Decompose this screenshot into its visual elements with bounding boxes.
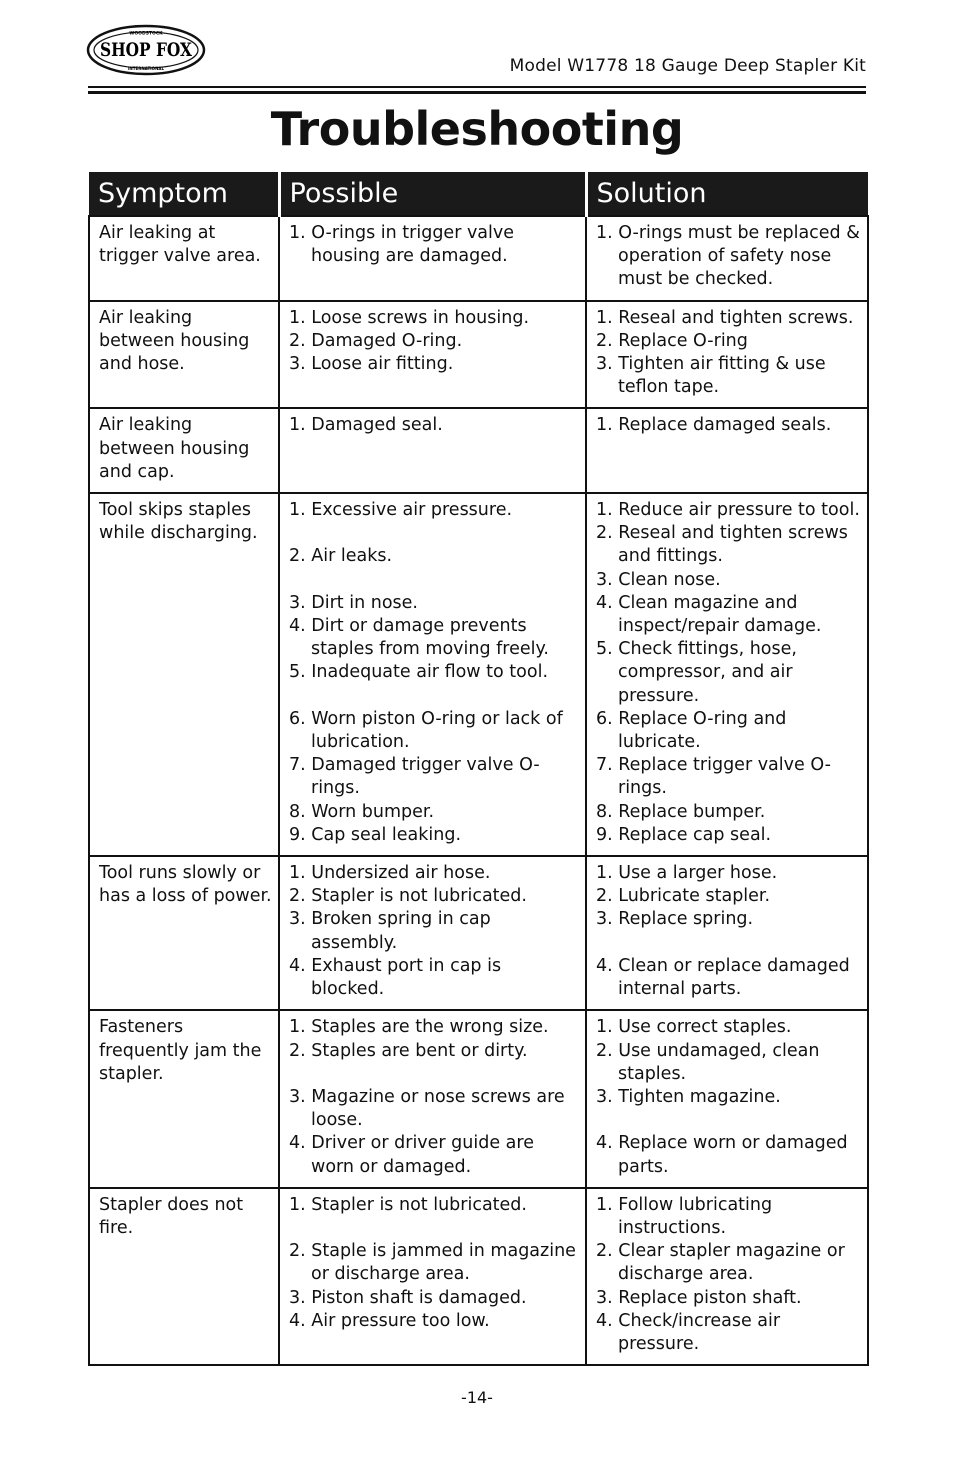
cause-item: 8. Worn bumper. <box>289 801 435 822</box>
solution-cell <box>586 408 868 493</box>
logo-top-text: WOODSTOCK <box>129 31 163 37</box>
cause-item: 3. Loose air fitting. <box>289 354 454 375</box>
solution-cell <box>586 216 868 301</box>
solution-item: 1. Reseal and tighten screws. <box>596 307 854 328</box>
header-solution: Solution <box>586 172 868 216</box>
cause-item: 2. Stapler is not lubricated. <box>289 886 527 907</box>
solution-item: 1. Use a larger hose. <box>596 863 778 884</box>
solution-cell <box>586 856 868 1010</box>
cause-item: 7. Damaged trigger valve O-rings. <box>289 755 540 799</box>
logo-bottom-text: INTERNATIONAL <box>127 66 165 71</box>
model-name: Model W1778 18 Gauge Deep Stapler Kit <box>509 56 866 76</box>
header-rule-thick <box>88 91 866 94</box>
logo-text: SHOP FOX <box>100 39 193 61</box>
solution-item: 1. Use correct staples. <box>596 1017 792 1038</box>
solution-list <box>596 222 861 292</box>
solution-list <box>596 307 861 400</box>
cause-item: 1. Undersized air hose. <box>289 863 491 884</box>
cause-item: 3. Dirt in nose. <box>289 592 418 613</box>
cause-item: 1. Excessive air pressure. <box>289 500 513 521</box>
cause-list <box>289 414 579 437</box>
page-title: Troubleshooting <box>270 102 684 156</box>
cause-cell <box>279 408 586 493</box>
solution-item: 2. Replace O-ring <box>596 330 748 351</box>
table-row <box>89 408 868 493</box>
solution-item: 6. Replace O-ring and lubricate. <box>596 708 787 753</box>
table-row <box>89 301 868 409</box>
solution-list <box>596 1016 861 1178</box>
solution-item: 8. Replace bumper. <box>596 801 766 822</box>
cause-item: 2. Air leaks. <box>289 546 393 567</box>
page-number: -14- <box>461 1388 493 1407</box>
solution-item: 2. Lubricate stapler. <box>596 886 771 907</box>
symptom-cell: Tool skips staples while discharging. <box>89 493 279 856</box>
solution-item: 1. Reduce air pressure to tool. <box>596 500 860 521</box>
solution-cell <box>586 301 868 409</box>
solution-item: 3. Tighten magazine. <box>596 1086 781 1107</box>
solution-item: 3. Replace piston shaft. <box>596 1287 802 1308</box>
cause-item: 2. Damaged O-ring. <box>289 330 463 351</box>
solution-item: 2. Use undamaged, clean staples. <box>596 1040 820 1084</box>
cause-item: 1. O-rings in trigger valve housing are damaged. <box>289 223 515 267</box>
cause-cell <box>279 301 586 409</box>
solution-item: 4. Check/increase air pressure. <box>596 1310 781 1354</box>
header-symptom: Symptom <box>89 172 279 216</box>
cause-item: 2. Staples are bent or dirty. <box>289 1040 528 1061</box>
table-row <box>89 216 868 301</box>
cause-item: 6. Worn piston O-ring or lack of lubrication. <box>289 708 563 753</box>
cause-item: 4. Driver or driver guide are worn or damaged. <box>289 1133 534 1177</box>
cause-item: 4. Exhaust port in cap is blocked. <box>289 955 502 1000</box>
symptom-cell: Stapler does not fire. <box>89 1188 279 1365</box>
solution-cell <box>586 1010 868 1187</box>
solution-list <box>596 862 861 1001</box>
solution-item: 4. Clean magazine and inspect/repair damage. <box>596 592 822 637</box>
cause-item: 9. Cap seal leaking. <box>289 824 462 845</box>
cause-cell <box>279 216 586 301</box>
cause-item: 4. Dirt or damage prevents staples from moving freely. <box>289 616 549 660</box>
solution-item: 2. Reseal and tighten screws and fittings. <box>596 523 848 567</box>
cause-item: 1. Staples are the wrong size. <box>289 1017 549 1038</box>
solution-item: 3. Replace spring. <box>596 909 754 930</box>
symptom-cell: Fasteners frequently jam the stapler. <box>89 1010 279 1187</box>
cause-item: 3. Magazine or nose screws are loose. <box>289 1086 565 1131</box>
troubleshooting-table <box>88 172 869 1366</box>
solution-item: 3. Clean nose. <box>596 569 721 590</box>
solution-item: 9. Replace cap seal. <box>596 824 772 845</box>
table-row <box>89 1010 868 1187</box>
cause-list <box>289 222 579 268</box>
cause-cell <box>279 493 586 856</box>
table-row <box>89 1188 868 1365</box>
header-possible: Possible <box>279 172 586 216</box>
symptom-cell: Tool runs slowly or has a loss of power. <box>89 856 279 1010</box>
symptom-cell: Air leaking between housing and hose. <box>89 301 279 409</box>
solution-item: 7. Replace trigger valve O-rings. <box>596 755 831 799</box>
solution-cell <box>586 493 868 856</box>
cause-item: 4. Air pressure too low. <box>289 1310 490 1331</box>
cause-cell <box>279 856 586 1010</box>
solution-item: 2. Clear stapler magazine or discharge area. <box>596 1241 845 1285</box>
table-row <box>89 856 868 1010</box>
cause-list <box>289 1194 579 1333</box>
shop-fox-logo <box>86 24 206 76</box>
solution-item: 4. Replace worn or damaged parts. <box>596 1133 848 1177</box>
solution-list <box>596 1194 861 1356</box>
cause-item: 5. Inadequate air flow to tool. <box>289 662 549 683</box>
solution-item: 4. Clean or replace damaged internal parts. <box>596 955 850 1000</box>
cause-list <box>289 499 579 847</box>
cause-list <box>289 862 579 1001</box>
cause-item: 1. Loose screws in housing. <box>289 307 530 328</box>
solution-item: 3. Tighten air fitting & use teflon tape. <box>596 354 826 398</box>
cause-item: 3. Piston shaft is damaged. <box>289 1287 527 1308</box>
cause-item: 2. Staple is jammed in magazine or discharge area. <box>289 1241 576 1285</box>
cause-cell <box>279 1010 586 1187</box>
solution-item: 1. Replace damaged seals. <box>596 415 832 436</box>
solution-item: 1. O-rings must be replaced & operation of safety nose must be checked. <box>596 223 860 290</box>
table-header-row <box>89 172 868 216</box>
solution-list <box>596 414 861 437</box>
cause-list <box>289 307 579 377</box>
solution-item: 5. Check fittings, hose, compressor, and air pressure. <box>596 639 797 706</box>
cause-item: 3. Broken spring in cap assembly. <box>289 909 491 953</box>
cause-cell <box>279 1188 586 1365</box>
cause-item: 1. Damaged seal. <box>289 415 443 436</box>
cause-item: 1. Stapler is not lubricated. <box>289 1194 527 1215</box>
cause-list <box>289 1016 579 1178</box>
solution-list <box>596 499 861 847</box>
symptom-cell: Air leaking between housing and cap. <box>89 408 279 493</box>
header-rule-thin <box>88 86 866 88</box>
symptom-cell: Air leaking at trigger valve area. <box>89 216 279 301</box>
solution-item: 1. Follow lubricating instructions. <box>596 1194 773 1238</box>
solution-cell <box>586 1188 868 1365</box>
table-row <box>89 493 868 856</box>
